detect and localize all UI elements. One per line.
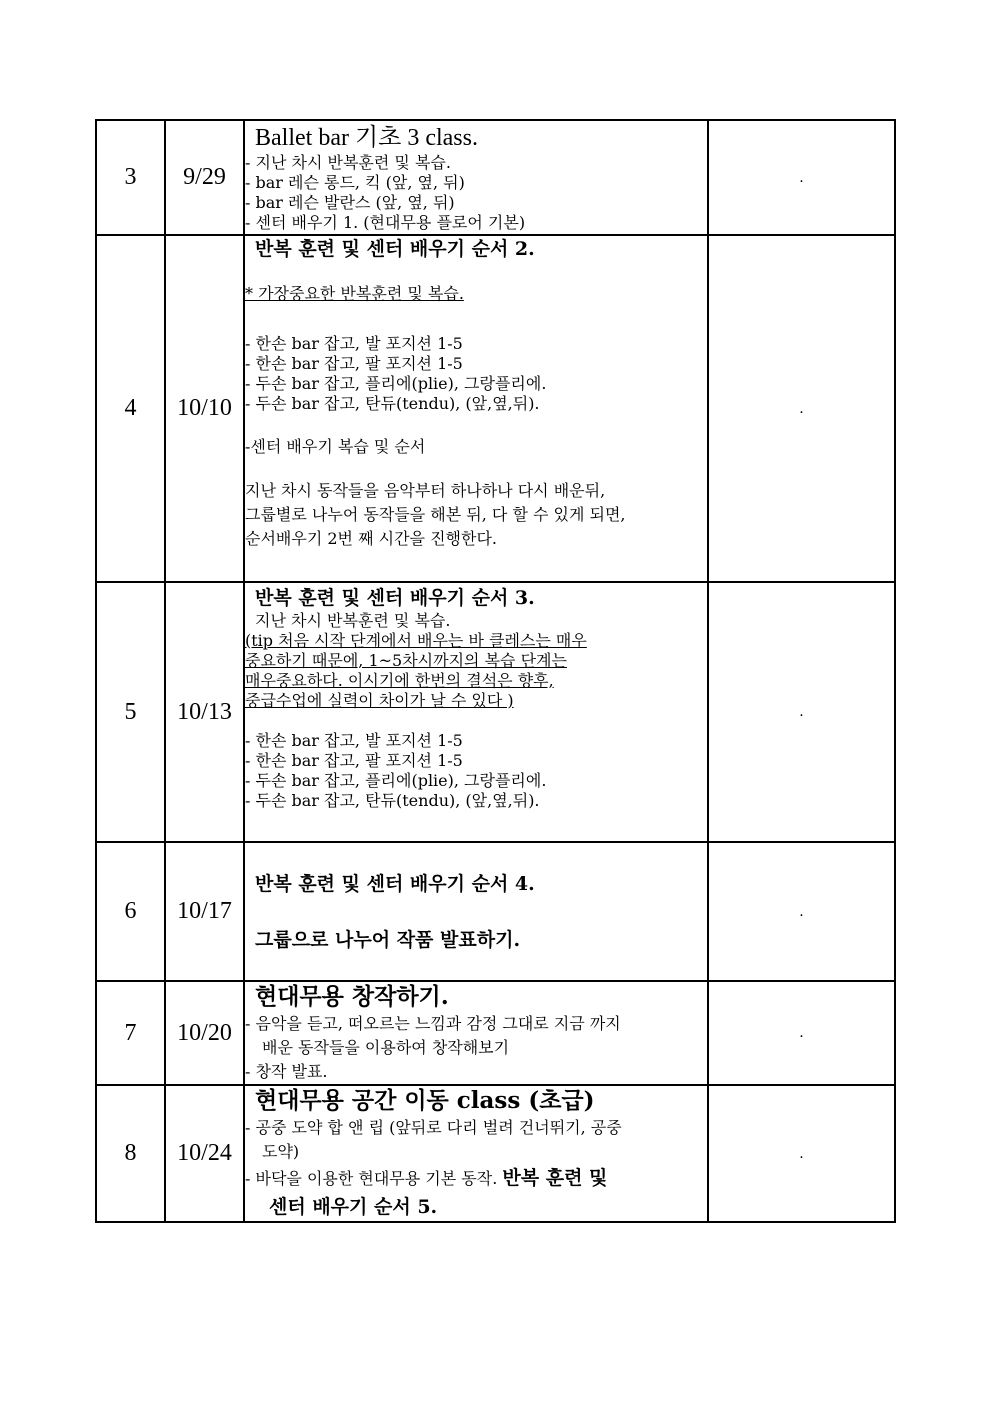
session-memo: . [708, 1085, 895, 1222]
session-content [244, 120, 708, 235]
session-date: 9/29 [165, 120, 244, 235]
schedule-table [95, 119, 896, 1223]
session-number: 5 [96, 582, 165, 842]
session-date: 10/13 [165, 582, 244, 842]
session-memo: . [708, 120, 895, 235]
session-subtitle: 지난 차시 반복훈련 및 복습. [255, 611, 451, 630]
tip-line: 중급수업에 실력이 차이가 날 수 있다 ) [245, 691, 514, 710]
session-number: 8 [96, 1085, 165, 1222]
session-content [244, 582, 708, 842]
emphasis-note: * 가장중요한 반복훈련 및 복습. [245, 284, 464, 303]
session-number: 4 [96, 235, 165, 582]
content-line: 배운 동작들을 이용하여 창작해보기 [262, 1038, 510, 1057]
table-row [96, 235, 895, 582]
content-line: - 창작 발표. [245, 1062, 328, 1081]
session-content [244, 235, 708, 582]
content-line: - 두손 bar 잡고, 탄듀(tendu), (앞,옆,뒤). [245, 394, 540, 413]
session-title: 현대무용 창작하기. [255, 983, 449, 1010]
content-line: - 센터 배우기 1. (현대무용 플로어 기본) [245, 212, 526, 232]
content-bold-text: 반복 훈련 및 [502, 1167, 608, 1189]
paragraph-line: 순서배우기 2번 째 시간을 진행한다. [245, 529, 497, 548]
session-title: 반복 훈련 및 센터 배우기 순서 2. [255, 238, 535, 260]
content-line: - 두손 bar 잡고, 플리에(plie), 그랑플리에. [245, 771, 547, 790]
session-title: 반복 훈련 및 센터 배우기 순서 3. [255, 587, 535, 609]
session-date: 10/20 [165, 981, 244, 1085]
session-title: Ballet bar 기초 3 class. [255, 124, 478, 151]
content-line: - 두손 bar 잡고, 플리에(plie), 그랑플리에. [245, 374, 547, 393]
center-heading: -센터 배우기 복습 및 순서 [245, 437, 426, 456]
session-memo: . [708, 582, 895, 842]
session-memo: . [708, 981, 895, 1085]
tip-line: 중요하기 때문에, 1~5차시까지의 복습 단계는 [245, 651, 567, 670]
session-title: 현대무용 공간 이동 class (초급) [255, 1087, 595, 1114]
content-line: - 두손 bar 잡고, 탄듀(tendu), (앞,옆,뒤). [245, 791, 540, 810]
table-row [96, 120, 895, 235]
table-row [96, 981, 895, 1085]
session-title-2: 그룹으로 나누어 작품 발표하기. [255, 928, 521, 951]
content-line: - 한손 bar 잡고, 팔 포지션 1-5 [245, 354, 463, 373]
session-memo: . [708, 235, 895, 582]
content-line: - 한손 bar 잡고, 발 포지션 1-5 [245, 334, 463, 353]
content-line: - 지난 차시 반복훈련 및 복습. [245, 152, 451, 172]
tip-line: (tip 처음 시작 단계에서 배우는 바 클레스는 매우 [245, 631, 587, 650]
session-date: 10/24 [165, 1085, 244, 1222]
session-date: 10/17 [165, 842, 244, 981]
content-line: - bar 레슨 발란스 (앞, 옆, 뒤) [245, 192, 455, 212]
content-line: 도약) [262, 1142, 300, 1161]
session-content [244, 1085, 708, 1222]
session-number: 7 [96, 981, 165, 1085]
content-text: - 바닥을 이용한 현대무용 기본 동작. [245, 1169, 498, 1188]
session-content [244, 981, 708, 1085]
content-line: - 한손 bar 잡고, 발 포지션 1-5 [245, 731, 463, 750]
session-title: 반복 훈련 및 센터 배우기 순서 4. [255, 872, 535, 895]
content-bold-line: 센터 배우기 순서 5. [269, 1196, 438, 1218]
content-line-mixed [245, 1164, 707, 1193]
session-date: 10/10 [165, 235, 244, 582]
table-row [96, 842, 895, 981]
content-line: - 한손 bar 잡고, 팔 포지션 1-5 [245, 751, 463, 770]
session-memo: . [708, 842, 895, 981]
table-row [96, 582, 895, 842]
session-number: 3 [96, 120, 165, 235]
content-line: - bar 레슨 롱드, 킥 (앞, 옆, 뒤) [245, 172, 465, 192]
session-number: 6 [96, 842, 165, 981]
paragraph-line: 그룹별로 나누어 동작들을 해본 뒤, 다 할 수 있게 되면, [245, 505, 626, 524]
session-content [244, 842, 708, 981]
content-line: - 음악을 듣고, 떠오르는 느낌과 감정 그대로 지금 까지 [245, 1014, 621, 1033]
content-line: - 공중 도약 합 앤 립 (앞뒤로 다리 벌려 건너뛰기, 공중 [245, 1118, 622, 1137]
paragraph-line: 지난 차시 동작들을 음악부터 하나하나 다시 배운뒤, [245, 481, 606, 500]
tip-line: 매우중요하다. 이시기에 한번의 결석은 향후, [245, 671, 554, 690]
table-row [96, 1085, 895, 1222]
